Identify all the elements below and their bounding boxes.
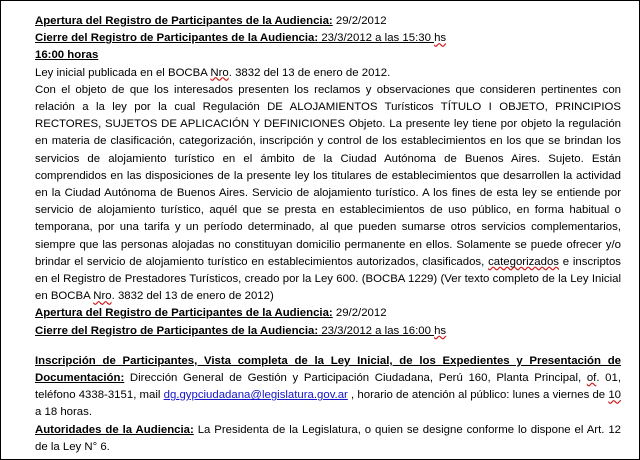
line-ley-inicial <box>35 65 621 82</box>
objeto-text-a: Con el objeto de que los interesados presenten los reclamos y observaciones que consideren pertinentes con relación a la ley por la cual Regulación DE ALOJAMIENTOS Turísticos TÍTULO I OBJETO, PRINCIPIOS RECTORES, SUJETOS DE APLICACIÓN Y DEFINICIONES Objeto. La presente ley tiene por objeto la regulación en materia de clasificación, categorización, inscripción y control de los establecimientos en los que se brindan los servicios de alojamiento turístico en el ámbito de la Ciudad Autónoma de Buenos Aires. Sujeto. Están comprendidos en las disposiciones de la presente ley los titulares de establecimientos que desarrollen la actividad en la Ciudad Autónoma de Buenos Aires. Servicio de alojamiento turístico. A los fines de esta ley se entiende por servicio de alojamiento turístico, aquél que se presta en establecimientos de uso público, en forma habitual o temporana, por una tarifa y un período determinado, al que pueden sumarse otros servicios complementarios, siempre que las personas alojadas no constituyan domicilio permanente en ellos. Solamente se puede ofrecer y/o brindar el servicio de alojamiento turístico en establecimientos autorizados, clasificados, <box>35 83 621 268</box>
inscripcion-text-b: . 01, teléfono 4338-3151, mail <box>35 372 622 402</box>
cierre-registro-value-2: 23/3/2012 a las 16:00 <box>318 324 435 337</box>
objeto-text-b: e inscriptos en el Registro de Prestadores Turísticos, creado por la Ley 600. (BOCBA 1229) (Ver texto completo de la Ley Inicial en BOCBA <box>35 255 621 303</box>
inscripcion-text-c: , horario de atención al público: lunes a viernes de <box>347 389 609 402</box>
line-cierre-registro-1 <box>35 30 621 47</box>
autoridades-label: Autoridades de la Audiencia: <box>35 423 194 436</box>
inscripcion-of-abbrev: of <box>586 372 597 385</box>
cierre-registro-label-1: Cierre del Registro de Participantes de la Audiencia: <box>35 32 319 45</box>
objeto-text-categorizados: categorizados <box>488 255 559 268</box>
inscripcion-label: Inscripción de Participantes, Vista completa de la Ley Inicial, de los Expedientes y Presentación de Documentación: <box>35 354 621 385</box>
paragraph-autoridades <box>35 422 621 456</box>
ley-inicial-nro: Nro <box>210 66 229 79</box>
ley-inicial-text-post: . 3832 del 13 de enero de 2012. <box>228 66 391 79</box>
line-cierre-registro-2 <box>35 323 621 340</box>
inscripcion-hora-10: 10 <box>608 389 622 402</box>
inscripcion-text-a: Dirección General de Gestión y Participación Ciudadana, Perú 160, Planta Principal, <box>124 372 587 385</box>
paragraph-inscripcion <box>35 353 621 422</box>
cierre-registro-hs-2: hs <box>434 324 447 337</box>
objeto-text-c: . 3832 del 13 de enero de 2012) <box>111 290 274 303</box>
line-apertura-registro-2 <box>35 305 621 322</box>
apertura-registro-date-2: 29/2/2012 <box>332 307 387 320</box>
autoridades-text: La Presidenta de la Legislatura, o quien se designe conforme lo dispone el Art. 12 de la Ley N° 6. <box>35 423 621 453</box>
objeto-text-nro: Nro <box>93 290 112 303</box>
apertura-registro-date: 29/2/2012 <box>332 15 387 27</box>
apertura-registro-label-2: Apertura del Registro de Participantes de la Audiencia: <box>35 307 333 320</box>
document-body <box>1 1 639 459</box>
cierre-registro-hs-1: hs <box>434 32 447 45</box>
inscripcion-text-d: a 18 horas. <box>35 406 92 419</box>
paragraph-objeto <box>35 82 621 306</box>
line-apertura-registro <box>35 13 621 30</box>
cierre-registro-label-2: Cierre del Registro de Participantes de la Audiencia: <box>35 324 319 337</box>
inscripcion-email-link[interactable]: dg.gypciudadana@legislatura.gov.ar <box>163 389 348 402</box>
ley-inicial-text-pre: Ley inicial publicada en el BOCBA <box>35 66 211 79</box>
hora-label: 16:00 horas <box>35 49 99 62</box>
apertura-registro-label: Apertura del Registro de Participantes de la Audiencia: <box>35 15 333 27</box>
line-hora <box>35 47 621 64</box>
cierre-registro-value-1: 23/3/2012 a las 15:30 <box>318 32 435 45</box>
